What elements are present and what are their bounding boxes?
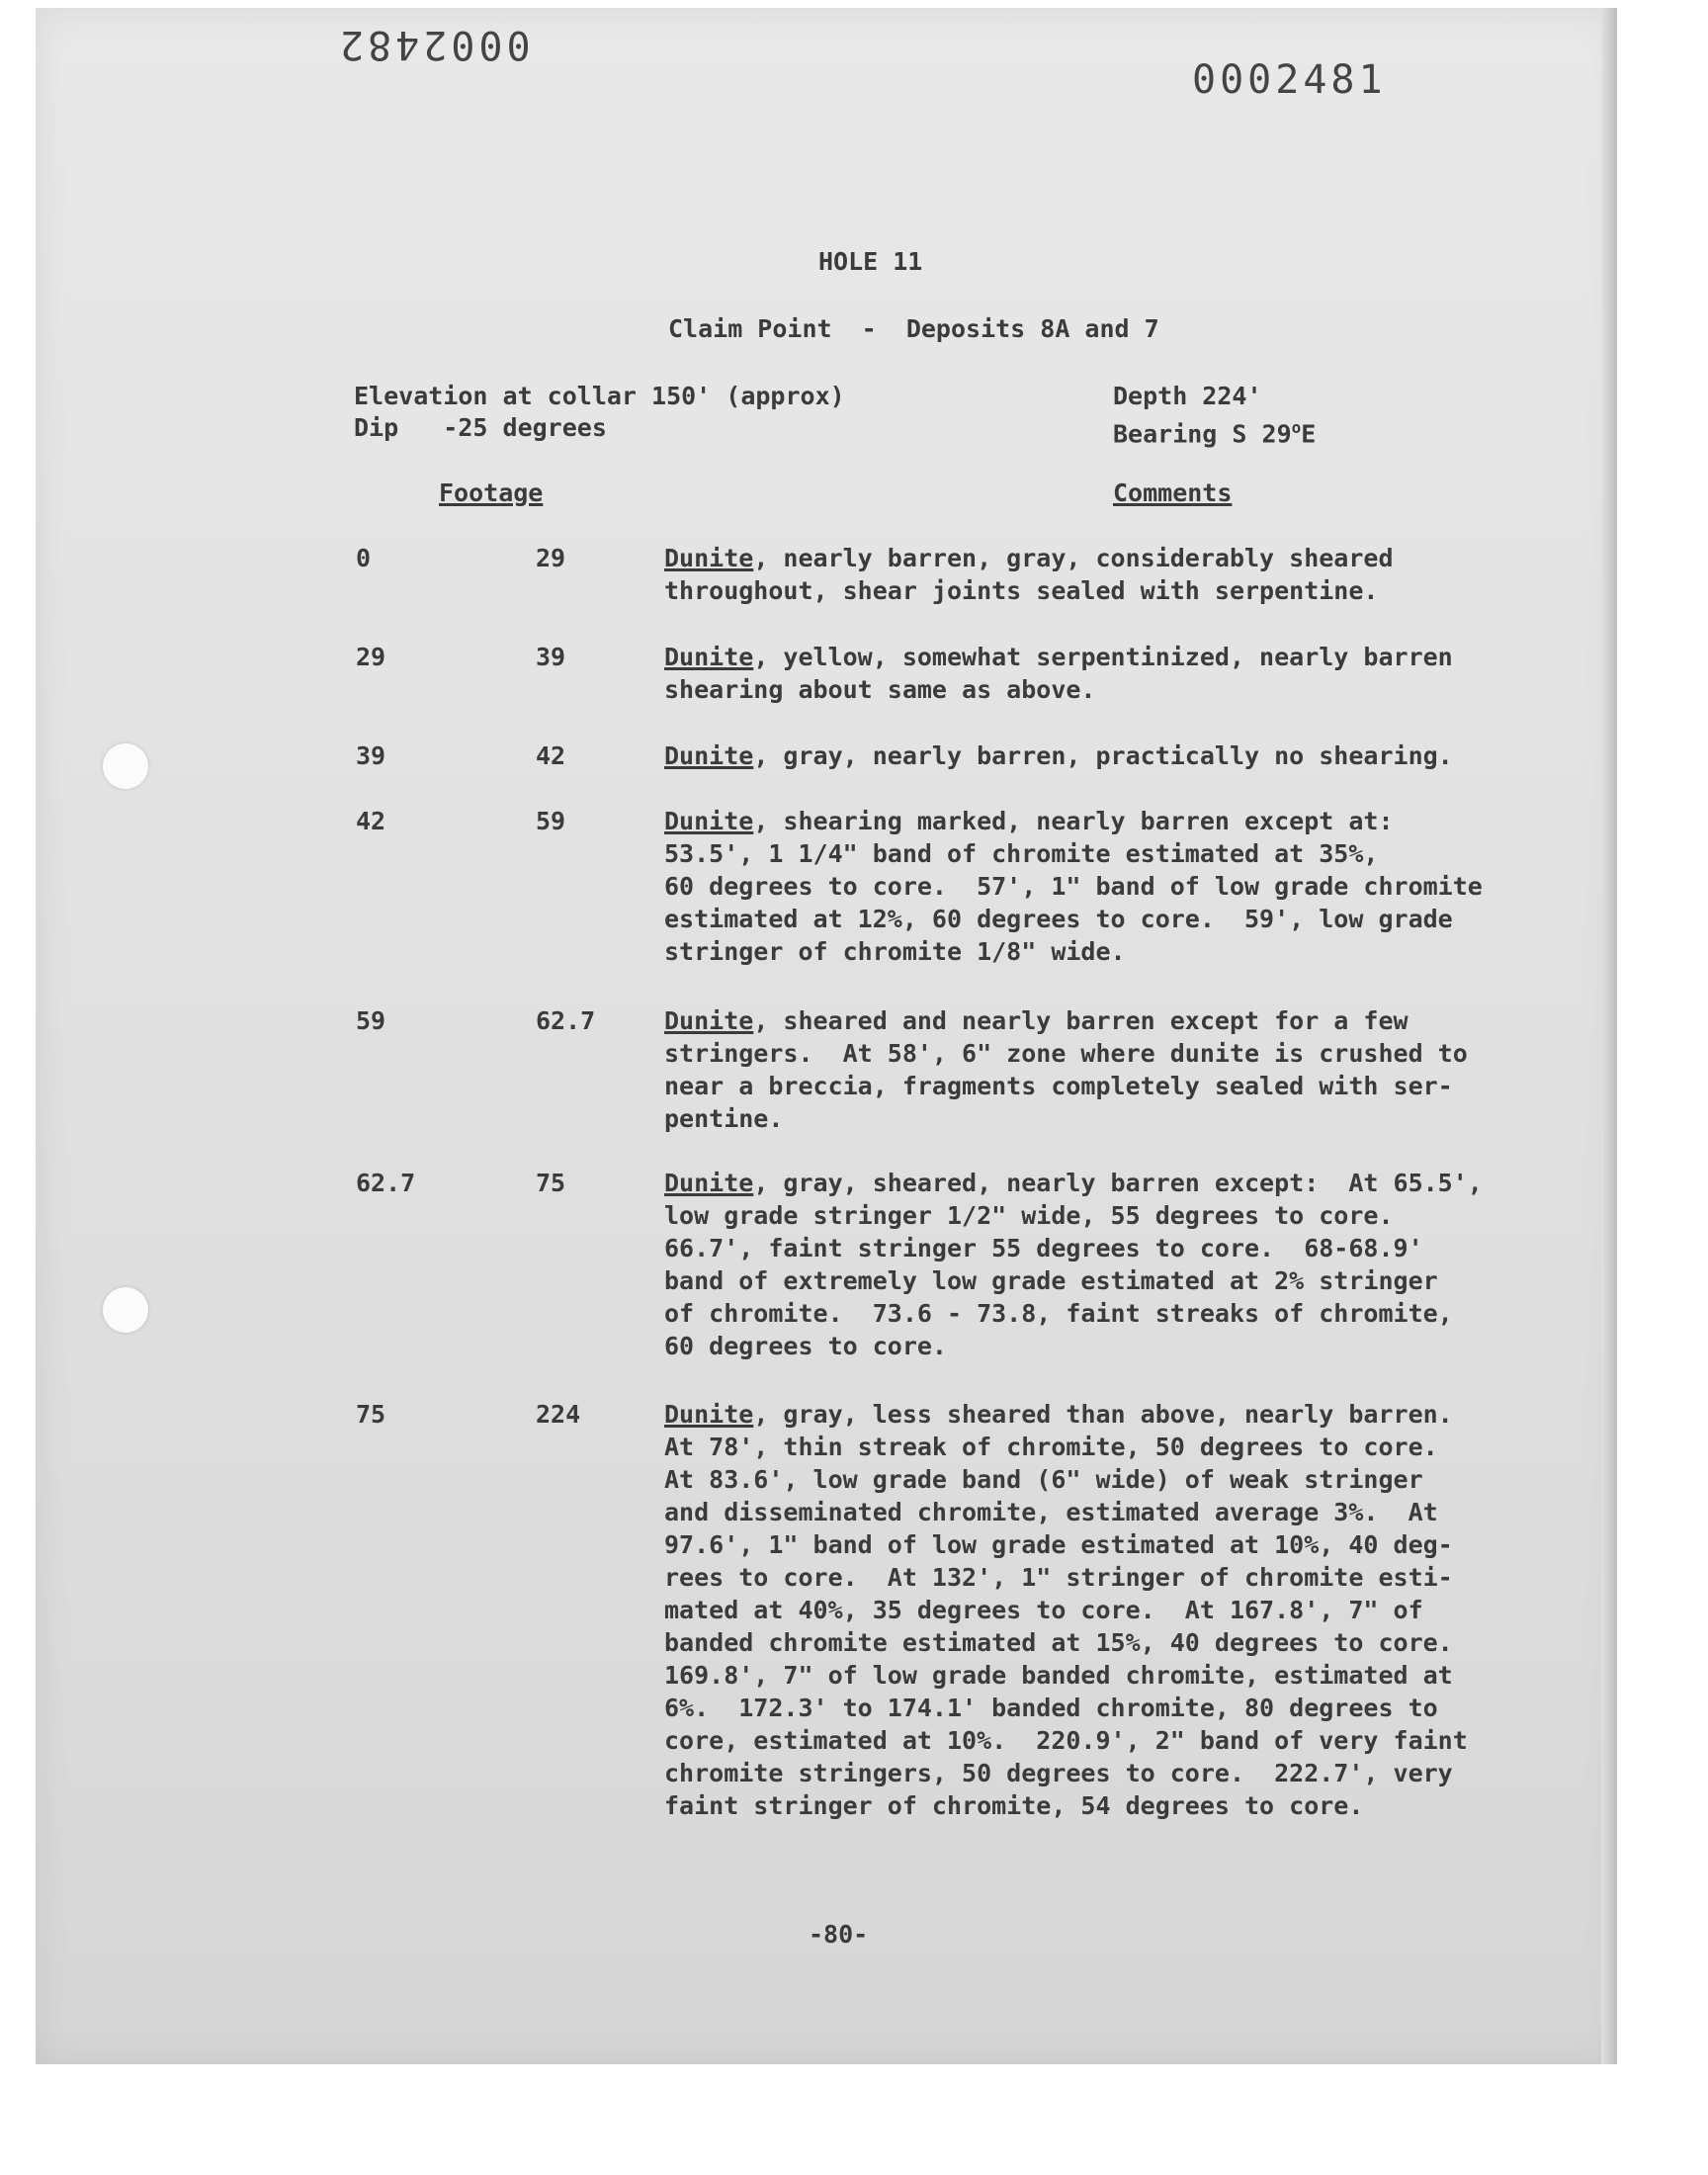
comment-line: of chromite. 73.6 - 73.8, faint streaks of chromite, (664, 1299, 1453, 1328)
comment-line: near a breccia, fragments completely sealed with ser- (664, 1072, 1453, 1100)
rock-type-keyword: Dunite (664, 1400, 754, 1429)
document-title: HOLE 11 (818, 247, 923, 276)
footage-from: 29 (356, 643, 386, 671)
comment-line: estimated at 12%, 60 degrees to core. 59', low grade (664, 905, 1453, 933)
comment-line: band of extremely low grade estimated at 2% stringer (664, 1266, 1438, 1295)
comment-line: Dunite, nearly barren, gray, considerably sheared (664, 544, 1394, 572)
comment-line: Dunite, shearing marked, nearly barren except at: (664, 807, 1394, 835)
stamp-number-inverted: 0002482 (336, 22, 531, 67)
comment-line: 169.8', 7" of low grade banded chromite, estimated at (664, 1661, 1453, 1690)
comment-text (664, 1398, 1593, 1822)
comment-text (664, 542, 1593, 607)
comment-line: 53.5', 1 1/4" band of chromite estimated at 35%, (664, 839, 1379, 868)
comment-line: stringers. At 58', 6" zone where dunite is crushed to (664, 1039, 1468, 1068)
hole-punch-bottom (103, 1287, 148, 1333)
comment-line: chromite stringers, 50 degrees to core. 222.7', very (664, 1759, 1453, 1787)
bearing-direction: E (1301, 419, 1317, 449)
comment-line: 66.7', faint stringer 55 degrees to core. 68-68.9' (664, 1234, 1423, 1262)
footage-to: 62.7 (536, 1006, 596, 1035)
comment-line: At 78', thin streak of chromite, 50 degrees to core. (664, 1433, 1438, 1461)
rock-type-keyword: Dunite (664, 1006, 754, 1035)
footage-from: 42 (356, 807, 386, 835)
comment-text (664, 805, 1593, 968)
comment-line: Dunite, gray, sheared, nearly barren except: At 65.5', (664, 1169, 1483, 1197)
document-subtitle: Claim Point - Deposits 8A and 7 (668, 314, 1159, 343)
bearing-degree-mark: o (1291, 418, 1302, 437)
rock-type-keyword: Dunite (664, 544, 754, 572)
rock-type-keyword: Dunite (664, 807, 754, 835)
footage-header: Footage (439, 478, 544, 507)
page-edge (1601, 8, 1617, 2064)
comment-text (664, 1004, 1593, 1135)
comment-line: shearing about same as above. (664, 675, 1096, 704)
comment-line: Dunite, gray, less sheared than above, nearly barren. (664, 1400, 1453, 1429)
comment-line: faint stringer of chromite, 54 degrees to core. (664, 1791, 1364, 1820)
depth-text: Depth 224' (1113, 382, 1262, 410)
bearing-value: Bearing S 29 (1113, 419, 1292, 449)
footage-to: 39 (536, 643, 566, 671)
footage-from: 62.7 (356, 1169, 416, 1197)
comments-header: Comments (1113, 478, 1233, 507)
comment-line: 60 degrees to core. (664, 1332, 947, 1360)
stamp-number: 0002481 (1192, 57, 1387, 103)
footage-from: 75 (356, 1400, 386, 1429)
hole-punch-top (103, 743, 148, 789)
comment-line: stringer of chromite 1/8" wide. (664, 937, 1126, 966)
comment-line: At 83.6', low grade band (6" wide) of weak stringer (664, 1465, 1423, 1494)
comment-line: 60 degrees to core. 57', 1" band of low grade chromite (664, 872, 1483, 901)
footage-from: 39 (356, 741, 386, 770)
comment-text (664, 740, 1593, 772)
comment-line: Dunite, gray, nearly barren, practically no shearing. (664, 741, 1453, 770)
dip-text: Dip -25 degrees (354, 413, 607, 442)
comment-line: pentine. (664, 1104, 784, 1133)
comment-text (664, 641, 1593, 706)
comment-line: rees to core. At 132', 1" stringer of chromite esti- (664, 1563, 1453, 1592)
comment-line: Dunite, sheared and nearly barren except for a few (664, 1006, 1409, 1035)
comment-line: 97.6', 1" band of low grade estimated at 10%, 40 deg- (664, 1530, 1453, 1559)
comment-line: core, estimated at 10%. 220.9', 2" band of very faint (664, 1726, 1468, 1755)
bearing-text (1113, 411, 1316, 450)
footage-to: 59 (536, 807, 566, 835)
comment-line: banded chromite estimated at 15%, 40 degrees to core. (664, 1628, 1453, 1657)
comment-line: low grade stringer 1/2" wide, 55 degrees to core. (664, 1201, 1394, 1230)
footage-to: 29 (536, 544, 566, 572)
footage-to: 224 (536, 1400, 581, 1429)
page-number: -80- (809, 1920, 869, 1949)
footage-from: 59 (356, 1006, 386, 1035)
elevation-text: Elevation at collar 150' (approx) (354, 382, 845, 410)
comment-line: 6%. 172.3' to 174.1' banded chromite, 80 degrees to (664, 1694, 1438, 1722)
footage-to: 42 (536, 741, 566, 770)
comment-line: Dunite, yellow, somewhat serpentinized, nearly barren (664, 643, 1453, 671)
rock-type-keyword: Dunite (664, 741, 754, 770)
footage-to: 75 (536, 1169, 566, 1197)
comment-line: throughout, shear joints sealed with serpentine. (664, 576, 1379, 605)
comment-text (664, 1167, 1593, 1362)
rock-type-keyword: Dunite (664, 643, 754, 671)
comment-line: mated at 40%, 35 degrees to core. At 167.8', 7" of (664, 1596, 1423, 1624)
rock-type-keyword: Dunite (664, 1169, 754, 1197)
comment-line: and disseminated chromite, estimated average 3%. At (664, 1498, 1438, 1526)
footage-from: 0 (356, 544, 372, 572)
